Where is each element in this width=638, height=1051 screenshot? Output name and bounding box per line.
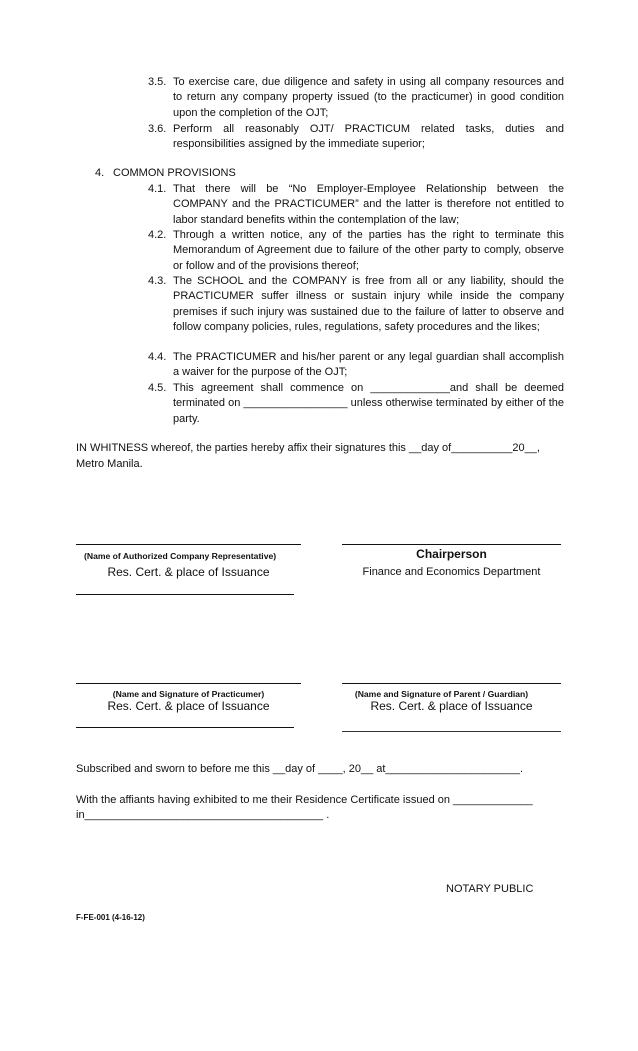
item-number: 3.5. <box>148 76 167 88</box>
affiants-statement-line2: in_______________________________________ . <box>76 809 330 821</box>
practicumer-label: (Name and Signature of Practicumer) <box>112 689 265 699</box>
provision-4-2-text: Through a written notice, any of the parties has the right to terminate this Memorandum of Agreement due to failure of the other party to comply, observe or follow and of the provisions thereof; <box>173 229 564 272</box>
company-rep-label: (Name of Authorized Company Representative) <box>84 551 277 561</box>
chairperson-department: Finance and Economics Department <box>362 566 541 578</box>
provision-3-5-text: To exercise care, due diligence and safety in using all company resources and to return any company property issued (to the practicumer) in good condition upon the completion of the OJT; <box>173 76 564 119</box>
practicumer-rescert-line <box>76 727 294 728</box>
practicumer-rescert-label: Res. Cert. & place of Issuance <box>107 699 270 713</box>
guardian-label: (Name and Signature of Parent / Guardian) <box>354 689 529 699</box>
section-number: 4. <box>95 167 105 179</box>
provision-4-5-text: This agreement shall commence on _____________and shall be deemed terminated on _________________ unless otherwise terminated by either of the party. <box>173 382 564 425</box>
item-number: 4.1. <box>148 183 167 195</box>
notary-public-label: NOTARY PUBLIC <box>446 883 534 895</box>
form-code: F-FE-001 (4-16-12) <box>76 913 145 922</box>
witness-clause-line1: IN WHITNESS whereof, the parties hereby affix their signatures this __day of__________20__, <box>76 442 540 454</box>
provision-4-4-text: The PRACTICUMER and his/her parent or any legal guardian shall accomplish a waiver for the purpose of the OJT; <box>173 351 564 379</box>
chairperson-signature-line <box>342 544 561 545</box>
company-rep-rescert-label: Res. Cert. & place of Issuance <box>107 565 270 579</box>
affiants-statement-line1: With the affiants having exhibited to me their Residence Certificate issued on _____________ <box>76 794 533 806</box>
item-number: 4.5. <box>148 382 167 394</box>
section-title: COMMON PROVISIONS <box>113 167 236 179</box>
company-rep-rescert-line <box>76 594 294 595</box>
guardian-rescert-line <box>342 731 561 732</box>
item-number: 4.3. <box>148 275 167 287</box>
witness-clause-line2: Metro Manila. <box>76 458 143 470</box>
practicumer-signature-line <box>76 683 301 684</box>
provision-4-1-text: That there will be “No Employer-Employee Relationship between the COMPANY and the PRACTICUMER” and the latter is therefore not entitled to labor standard benefits within the contemplation of the law; <box>173 183 564 226</box>
item-number: 3.6. <box>148 123 167 135</box>
provision-3-6-text: Perform all reasonably OJT/ PRACTICUM related tasks, duties and responsibilities assigned by the immediate superior; <box>173 123 564 151</box>
item-number: 4.4. <box>148 351 167 363</box>
sworn-statement: Subscribed and sworn to before me this __day of ____, 20__ at______________________. <box>76 763 524 775</box>
guardian-rescert-label: Res. Cert. & place of Issuance <box>370 699 533 713</box>
chairperson-title: Chairperson <box>416 547 487 561</box>
company-rep-signature-line <box>76 544 301 545</box>
item-number: 4.2. <box>148 229 167 241</box>
provision-4-3-text: The SCHOOL and the COMPANY is free from all or any liability, should the PRACTICUMER suffer illness or sustain injury while inside the company premises if such injury was sustained due to the failure of latter to observe and follow company policies, rules, regulations, safety procedures and the likes; <box>173 275 564 334</box>
guardian-signature-line <box>342 683 561 684</box>
